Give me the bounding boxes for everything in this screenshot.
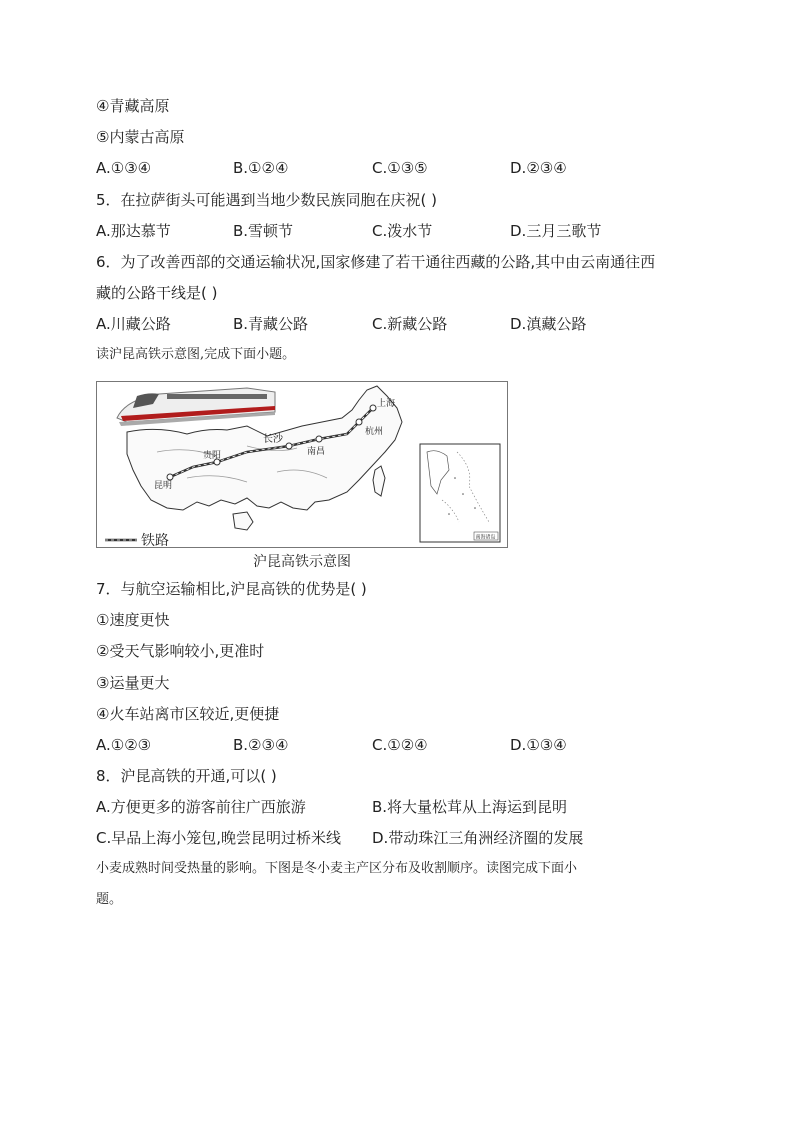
option-b[interactable]: B.①②④ [233,159,289,177]
option-a[interactable]: A.川藏公路 [96,315,171,333]
question-6: 6．为了改善西部的交通运输状况,国家修建了若干通往西藏的公路,其中由云南通往西 [96,253,656,271]
statement-7-2: ②受天气影响较小,更准时 [96,642,265,660]
option-d[interactable]: D.滇藏公路 [510,315,587,333]
city-dot-changsha [286,443,292,449]
city-label-nanchang: 南昌 [307,447,326,457]
option-d[interactable]: D.②③④ [510,159,567,177]
inset-label: 南海诸岛 [475,534,496,541]
city-label-changsha: 长沙 [263,434,283,445]
inset-map-frame [420,444,500,542]
instruction-wheat: 小麦成熟时间受热量的影响。下图是冬小麦主产区分布及收割顺序。读图完成下面小 [96,861,578,876]
city-label-shanghai: 上海 [377,399,396,409]
statement-7-3: ③运量更大 [96,674,170,692]
figure-caption: 沪昆高铁示意图 [253,554,351,570]
instruction-wheat-cont: 题。 [96,892,123,907]
city-label-hangzhou: 杭州 [365,427,384,437]
city-dot-kunming [167,474,173,480]
statement-7-4: ④火车站离市区较近,更便捷 [96,705,280,723]
option-a[interactable]: A.那达慕节 [96,222,171,240]
option-b[interactable]: B.②③④ [233,736,289,754]
taiwan-island [373,466,385,496]
question-5: 5．在拉萨街头可能遇到当地少数民族同胞在庆祝( ) [96,191,438,209]
question-8: 8．沪昆高铁的开通,可以( ) [96,767,277,785]
instruction-map: 读沪昆高铁示意图,完成下面小题。 [96,347,296,362]
option-a[interactable]: A.方便更多的游客前往广西旅游 [96,798,306,816]
question-7: 7．与航空运输相比,沪昆高铁的优势是( ) [96,580,367,598]
question-6-cont: 藏的公路干线是( ) [96,284,218,302]
city-label-guiyang: 贵阳 [203,451,222,461]
city-label-kunming: 昆明 [154,481,173,491]
option-d[interactable]: D.三月三歌节 [510,222,602,240]
railway-map-figure [96,381,508,548]
city-dot-hangzhou [356,419,362,425]
option-line-5: ⑤内蒙古高原 [96,128,185,146]
option-a[interactable]: A.①②③ [96,736,152,754]
option-d[interactable]: D.带动珠江三角洲经济圈的发展 [372,829,584,847]
option-line-4: ④青藏高原 [96,97,170,115]
legend-railway-label: 铁路 [141,533,169,547]
statement-7-1: ①速度更快 [96,611,170,629]
option-c[interactable]: C.泼水节 [372,222,433,240]
option-c[interactable]: C.早品上海小笼包,晚尝昆明过桥米线 [96,829,342,847]
option-d[interactable]: D.①③④ [510,736,567,754]
option-b[interactable]: B.将大量松茸从上海运到昆明 [372,798,568,816]
option-c[interactable]: C.①②④ [372,736,428,754]
option-c[interactable]: C.①③⑤ [372,159,428,177]
option-b[interactable]: B.青藏公路 [233,315,309,333]
city-dot-nanchang [316,436,322,442]
railway-map [97,382,507,547]
option-a[interactable]: A.①③④ [96,159,152,177]
option-b[interactable]: B.雪顿节 [233,222,294,240]
train-illustration [117,388,275,426]
hainan-island [233,512,253,530]
city-dot-shanghai [370,405,376,411]
option-c[interactable]: C.新藏公路 [372,315,448,333]
